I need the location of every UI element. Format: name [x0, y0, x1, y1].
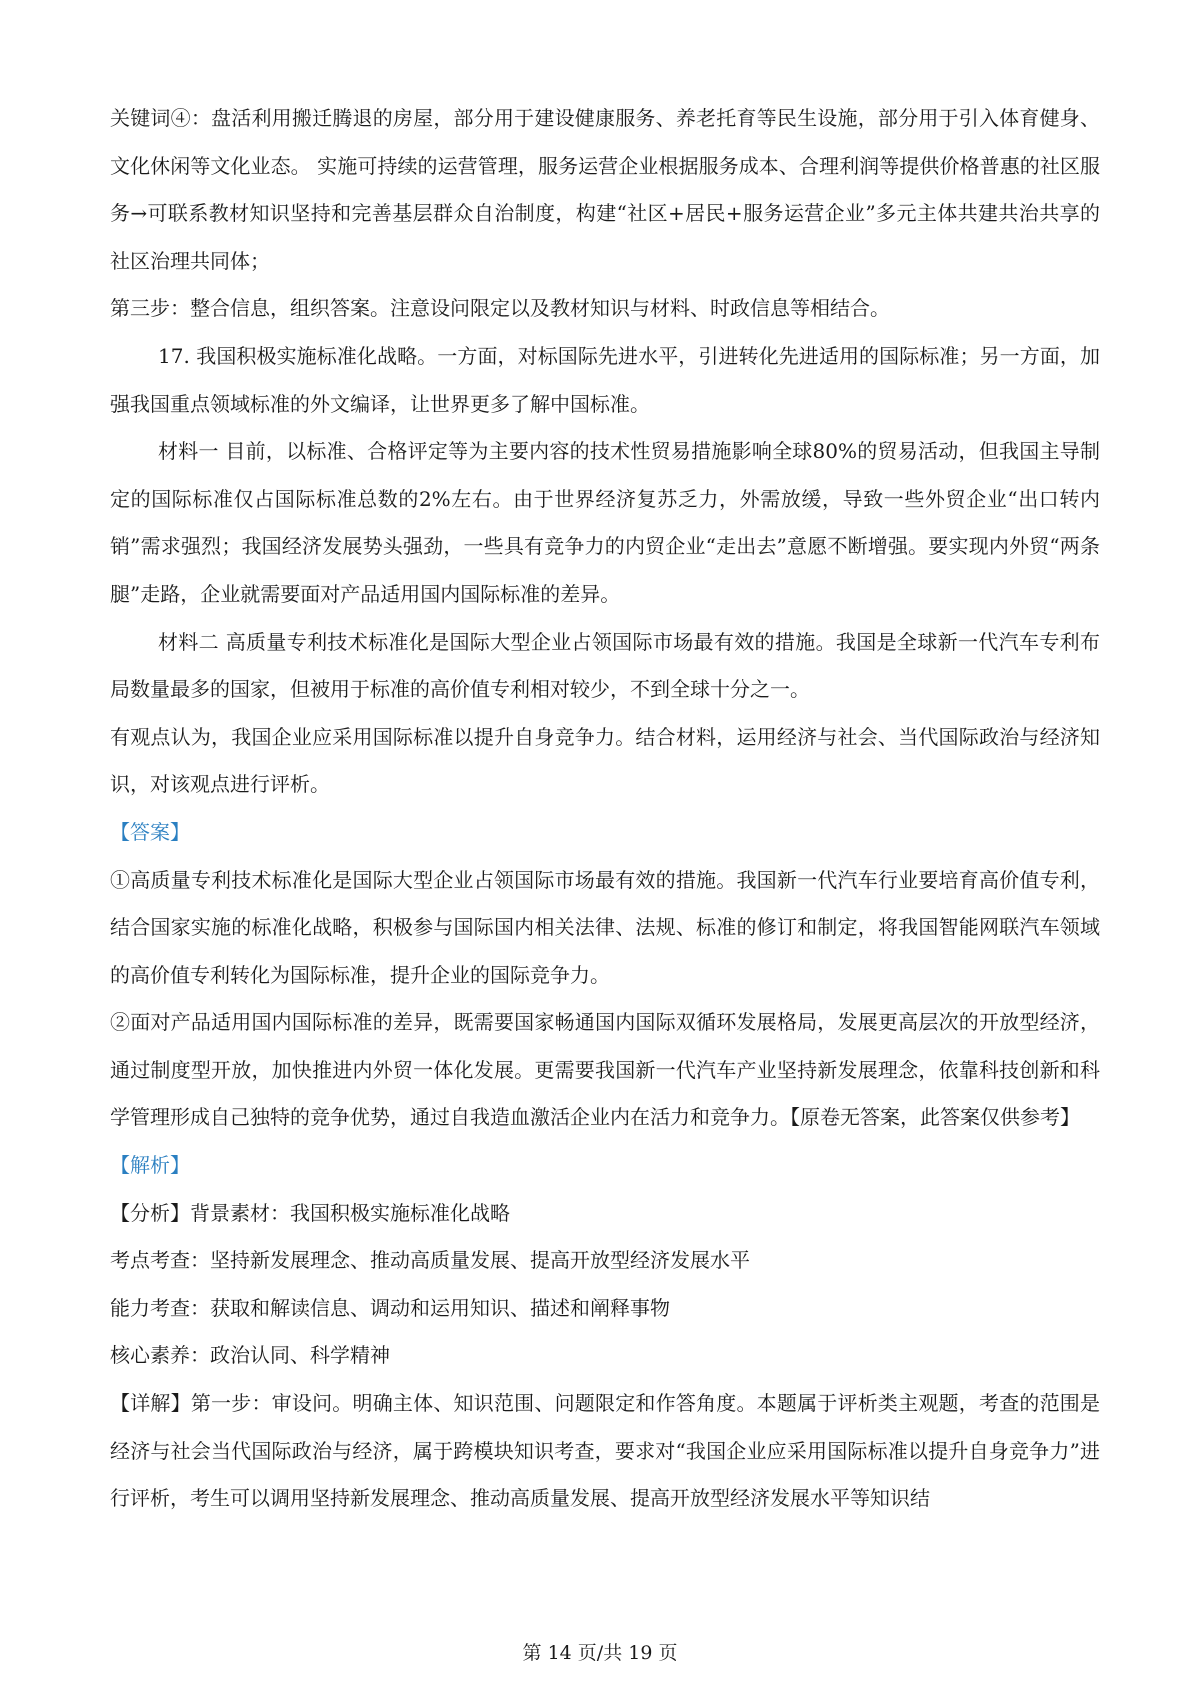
- material-2-paragraph: 材料二 高质量专利技术标准化是国际大型企业占领国际市场最有效的措施。我国是全球新一代汽车专利布局数量最多的国家，但被用于标准的高价值专利相对较少，不到全球十分之一。: [110, 629, 1100, 702]
- analysis-core-literacy: 核心素养：政治认同、科学精神: [110, 1343, 390, 1368]
- material-1-paragraph: 材料一 目前，以标准、合格评定等为主要内容的技术性贸易措施影响全球80%的贸易活动，但我国主导制定的国际标准仅占国际标准总数的2%左右。由于世界经济复苏乏力，外需放缓，导致一些外贸企业“出口转内销”需求强烈；我国经济发展势头强劲，一些具有竞争力的内贸企业“走出去”意愿不断增强。要实现内外贸“两条腿”走路，企业就需要面对产品适用国内国际标准的差异。: [110, 439, 1100, 606]
- answer-label: 【答案】: [110, 819, 190, 844]
- answer-point-2: ②面对产品适用国内国际标准的差异，既需要国家畅通国内国际双循环发展格局，发展更高层次的开放型经济，通过制度型开放，加快推进内外贸一体化发展。更需要我国新一代汽车产业坚持新发展理念，依靠科技创新和科学管理形成自己独特的竞争优势，通过自我造血激活企业内在活力和竞争力。【原卷无答案，此答案仅供参考】: [110, 1010, 1100, 1130]
- answer-point-1: ①高质量专利技术标准化是国际大型企业占领国际市场最有效的措施。我国新一代汽车行业要培育高价值专利，结合国家实施的标准化战略，积极参与国际国内相关法律、法规、标准的修订和制定，将我国智能网联汽车领域的高价值专利转化为国际标准，提升企业的国际竞争力。: [110, 867, 1100, 987]
- analysis-abilities: 能力考查：获取和解读信息、调动和运用知识、描述和阐释事物: [110, 1295, 670, 1320]
- analysis-background: 【分析】背景素材：我国积极实施标准化战略: [110, 1200, 510, 1225]
- question-17-stem: 17. 我国积极实施标准化战略。一方面，对标国际先进水平，引进转化先进适用的国际标准；另一方面，加强我国重点领域标准的外文编译，让世界更多了解中国标准。: [110, 343, 1100, 416]
- keyword-4-paragraph: 关键词④：盘活利用搬迁腾退的房屋，部分用于建设健康服务、养老托育等民生设施，部分用于引入体育健身、文化休闲等文化业态。 实施可持续的运营管理，服务运营企业根据服务成本、合理利润等提供价格普惠的社区服务→可联系教材知识坚持和完善基层群众自治制度，构建“社区+居民+服务运营企业”多元主体共建共治共享的社区治理共同体；: [110, 106, 1100, 273]
- step-3-paragraph: 第三步：整合信息，组织答案。注意设问限定以及教材知识与材料、时政信息等相结合。: [110, 296, 890, 321]
- page-content: [110, 95, 1100, 1523]
- question-17-prompt: 有观点认为，我国企业应采用国际标准以提升自身竞争力。结合材料，运用经济与社会、当代国际政治与经济知识，对该观点进行评析。: [110, 724, 1100, 797]
- page-footer: 第 14 页/共 19 页: [522, 1642, 678, 1664]
- analysis-exam-points: 考点考查：坚持新发展理念、推动高质量发展、提高开放型经济发展水平: [110, 1248, 750, 1273]
- analysis-detail: 【详解】第一步：审设问。明确主体、知识范围、问题限定和作答角度。本题属于评析类主观题，考查的范围是经济与社会当代国际政治与经济，属于跨模块知识考查，要求对“我国企业应采用国际标准以提升自身竞争力”进行评析，考生可以调用坚持新发展理念、推动高质量发展、提高开放型经济发展水平等知识结: [110, 1391, 1100, 1511]
- analysis-label: 【解析】: [110, 1153, 190, 1178]
